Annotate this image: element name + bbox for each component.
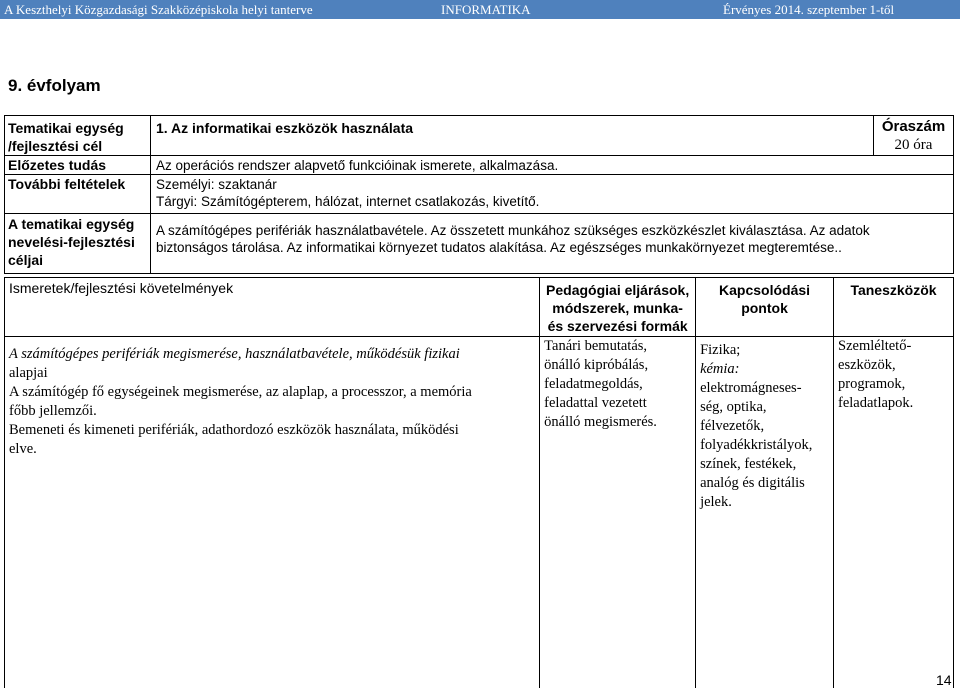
header-school: A Keszthelyi Közgazdasági Szakközépiskola helyi tanterve xyxy=(4,2,313,17)
hours-label: Óraszám xyxy=(881,118,946,135)
page-header xyxy=(0,0,960,19)
conditions-label: További feltételek xyxy=(5,175,151,214)
requirement-item: A számítógép fő egységeinek megismerése, az alaplap, a processzor, a memória xyxy=(9,384,472,400)
header-subject: INFORMATIKA xyxy=(441,2,531,17)
prior-label: Előzetes tudás xyxy=(5,156,151,175)
requirements-cell: A számítógépes perifériák megismerése, használatbavétele, működésük fizikai alapjai A számítógép fő egységeinek megismerése, az alaplap, a processzor, a memória főbb jellemzői. Bemeneti és kimeneti perifériák, adathordozó eszközök használata, működési elve. xyxy=(5,337,540,688)
methods-header: Pedagógiai eljárások, módszerek, munka- és szervezési formák xyxy=(540,278,696,337)
header-valid-date: Érvényes 2014. szeptember 1-től xyxy=(723,2,895,17)
page-number: 14 xyxy=(936,672,952,688)
conditions-value: Személyi: szaktanár Tárgyi: Számítógépterem, hálózat, internet csatlakozás, kivetítő. xyxy=(151,175,954,214)
requirements-header: Ismeretek/fejlesztési követelmények xyxy=(5,278,540,337)
methods-cell: Tanári bemutatás, önálló kipróbálás, feladatmegoldás, feladattal vezetett önálló megismerés. xyxy=(540,337,696,688)
topic-value: 1. Az informatikai eszközök használata xyxy=(151,116,874,156)
tools-header: Taneszközök xyxy=(834,278,954,337)
grade-title: 9. évfolyam xyxy=(8,76,101,95)
links-header: Kapcsolódási pontok xyxy=(696,278,834,337)
tools-cell: Szemléltető- eszközök, programok, feladatlapok. xyxy=(834,337,954,688)
goals-value: A számítógépes perifériák használatbavétele. Az összetett munkához szükséges eszközkészlet kiválasztása. Az adatok biztonságos tárolása. Az informatikai környezet tudatos alakítása. Az egészséges munkakörnyezet megteremtése.. xyxy=(151,214,954,274)
requirement-item: A számítógépes perifériák megismerése, használatbavétele, működésük fizikai xyxy=(9,346,460,362)
content-table xyxy=(4,277,954,688)
hours-value: 20 óra xyxy=(894,137,933,153)
requirement-item: Bemeneti és kimeneti perifériák, adathordozó eszközök használata, működési xyxy=(9,422,459,438)
hours-cell xyxy=(874,116,954,156)
goals-label: A tematikai egység nevelési-fejlesztési céljai xyxy=(5,214,151,274)
topic-table xyxy=(4,115,954,274)
topic-label: Tematikai egység /fejlesztési cél xyxy=(5,116,151,156)
links-cell: Fizika; kémia: elektromágneses- ség, optika, félvezetők, folyadékkristályok, színek, festékek, analóg és digitális jelek. xyxy=(696,337,834,688)
prior-value: Az operációs rendszer alapvető funkcióinak ismerete, alkalmazása. xyxy=(151,156,954,175)
